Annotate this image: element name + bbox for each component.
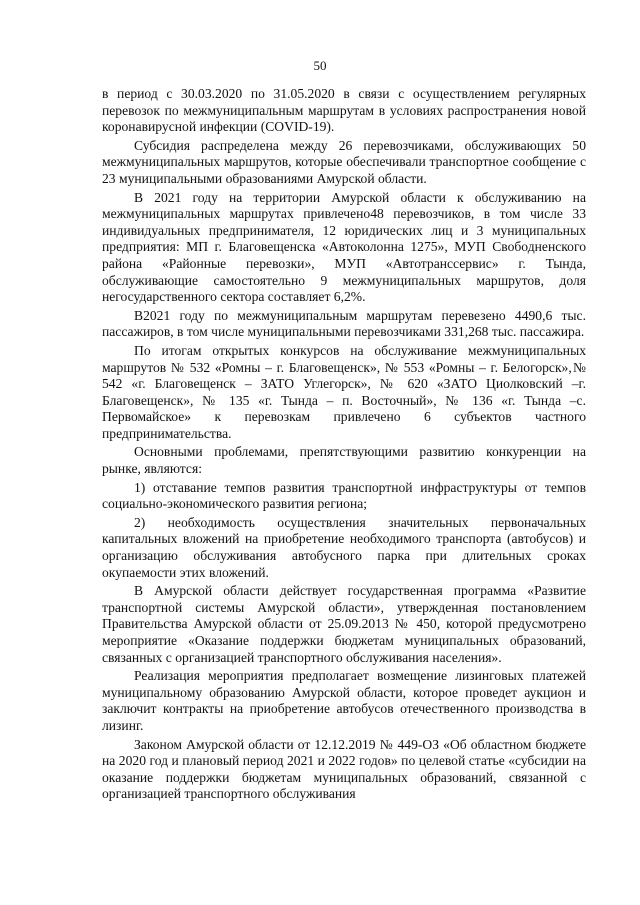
paragraph-tender-results: По итогам открытых конкурсов на обслуживание межмуниципальных маршрутов № 532 «Ромны – г. Благовещенск», № 553 «Ромны – г. Белогорск»,№ 542 «г. Благовещенск – ЗАТО Углегорск», № 620 «ЗАТО Циолковский –г. Благовещенск», № 135 «г. Тында – п. Восточный», № 136 «г. Тында –с. Первомайское» к перевозкам привлечено 6 субъектов частного предпринимательства. (102, 342, 586, 441)
paragraph-problem-2: 2) необходимость осуществления значительных первоначальных капитальных вложений на приобретение необходимого транспорта (автобусов) и организацию обслуживания автобусного парка при длительных сроках окупаемости этих вложений. (102, 514, 586, 580)
paragraph-leasing: Реализация мероприятия предполагает возмещение лизинговых платежей муниципальному образованию Амурской области, которое проведет аукцион и заключит контракты на приобретение автобусов отечественного производства в лизинг. (102, 668, 586, 733)
document-body (102, 86, 586, 805)
paragraph-passengers-2021: В2021 году по межмуниципальным маршрутам перевезено 4490,6 тыс. пассажиров, в том числе муниципальными перевозчиками 331,268 тыс. пассажира. (102, 307, 586, 340)
paragraph-problem-1: 1) отставание темпов развития транспортной инфраструктуры от темпов социально-экономического развития региона; (102, 479, 586, 512)
page-number: 50 (313, 58, 327, 73)
paragraph-continuation: в период с 30.03.2020 по 31.05.2020 в связи с осуществлением регулярных перевозок по межмуниципальным маршрутам в условиях распространения новой коронавирусной инфекции (COVID-19). (102, 86, 586, 135)
paragraph-main-problems: Основными проблемами, препятствующими развитию конкуренции на рынке, являются: (102, 444, 586, 477)
paragraph-carriers-2021: В 2021 году на территории Амурской области к обслуживанию на межмуниципальных маршрутах привлечено48 перевозчиков, в том числе 33 индивидуальных предпринимателя, 12 юридических лиц и 3 муниципальных предприятия: МП г. Благовещенска «Автоколонна 1275», МУП Свободненского района «Районные перевозки», МУП «Автотранссервис» г. Тында, обслуживающие самостоятельно 9 межмуниципальных маршрутов, доля негосударственного сектора составляет 6,2%. (102, 189, 586, 305)
paragraph-subsidy-distribution: Субсидия распределена между 26 перевозчиками, обслуживающих 50 межмуниципальных маршрутов, которые обеспечивали транспортное сообщение с 23 муниципальными образованиями Амурской области. (102, 137, 586, 186)
paragraph-budget-law: Законом Амурской области от 12.12.2019 № 449-ОЗ «Об областном бюджете на 2020 год и плановый период 2021 и 2022 годов» по целевой статье «субсидии на оказание поддержки бюджетам муниципальных образований, связанной с организацией транспортного обслуживания (102, 736, 586, 802)
paragraph-state-program: В Амурской области действует государственная программа «Развитие транспортной системы Амурской области», утвержденная постановлением Правительства Амурской области от 25.09.2013 № 450, которой предусмотрено мероприятие «Оказание поддержки бюджетам муниципальных образований, связанных с организацией транспортного обслуживания населения». (102, 583, 586, 665)
